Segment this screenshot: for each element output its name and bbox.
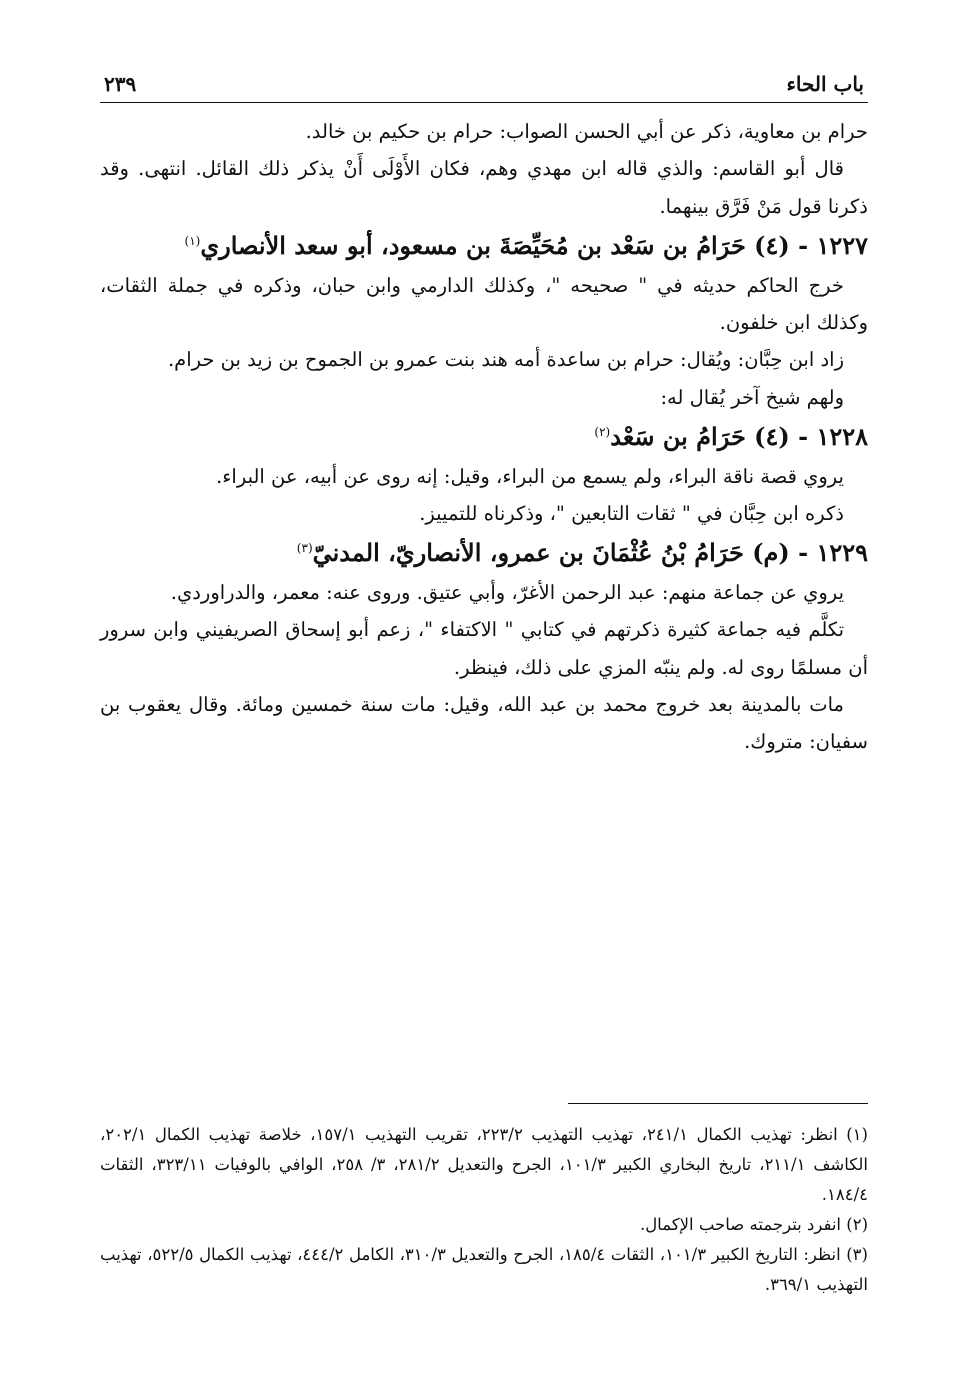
footnote-separator [568, 1103, 868, 1104]
paragraph: خرج الحاكم حديثه في " صحيحه "، وكذلك الدارمي وابن حبان، وذكره في جملة الثقات، وكذلك ابن خلفون. [100, 273, 868, 335]
footnotes [100, 1120, 868, 1300]
entry-name: حَرَامُ بن سَعْد [610, 422, 746, 452]
paragraph: تكلَّم فيه جماعة كثيرة ذكرتهم في كتابي " الاكتفاء "، زعم أبو إسحاق الصريفيني وابن سرور أن مسلمًا روى له. ولم ينبّه المزي على ذلك، فينظر. [100, 618, 868, 679]
entry-heading-1227 [100, 225, 868, 266]
paragraph: زاد ابن حِبَّان: ويُقال: حرام بن ساعدة أمه هند بنت عمرو بن الجموح بن زيد بن حرام. [167, 348, 844, 372]
entry-name: حَرَامُ بْنُ عُثْمَانَ بن عمرو، الأنصاريّ، المدنيّ [312, 538, 744, 568]
paragraph: يروي قصة ناقة البراء، ولم يسمع من البراء، وقيل: إنه روى عن أبيه، عن البراء. [216, 464, 844, 488]
entry-number: ١٢٢٨ - (٤) [754, 422, 868, 452]
paragraph: يروي عن جماعة منهم: عبد الرحمن الأغرّ، وأبي عتيق. وروى عنه: معمر، والدراوردي. [170, 580, 844, 604]
paragraph: ولهم شيخ آخر يُقال له: [660, 385, 844, 409]
paragraph: مات بالمدينة بعد خروج محمد بن عبد الله، وقيل: مات سنة خمسين ومائة. وقال يعقوب بن سفيان: متروك. [100, 693, 868, 754]
footnote-ref[interactable]: (١) [184, 234, 201, 249]
entry-heading-1229 [100, 532, 868, 573]
book-page [100, 60, 868, 1337]
paragraph: قال أبو القاسم: والذي قاله ابن مهدي وهم، فكان الأَوْلَى أَنْ يذكر ذلك القائل. انتهى. وقد ذكرنا قول مَنْ فَرَّق بينهما. [100, 157, 868, 218]
entry-number: ١٢٢٧ - (٤) [754, 231, 868, 261]
main-text [100, 113, 868, 761]
entry-number: ١٢٢٩ - (م) [752, 538, 868, 568]
footnote-ref[interactable]: (٣) [296, 541, 313, 556]
paragraph: حرام بن معاوية، ذكر عن أبي الحسن الصواب: حرام بن حكيم بن خالد. [305, 120, 868, 143]
footnote-ref[interactable]: (٢) [594, 425, 611, 440]
page-number: ٢٣٩ [104, 72, 137, 96]
entry-heading-1228 [100, 416, 868, 457]
footnote-3: (٣) انظر: التاريخ الكبير ١٠١/٣، الثقات ١٨٥/٤، الجرح والتعديل ٣١٠/٣، الكامل ٤٤٤/٢، تهذيب الكمال ٥٢٢/٥، تهذيب التهذيب ٣٦٩/١. [100, 1245, 868, 1295]
footnote-2: (٢) انفرد بترجمته صاحب الإكمال. [639, 1215, 868, 1235]
running-title: باب الحاء [786, 72, 864, 96]
footnote-1: (١) انظر: تهذيب الكمال ٢٤١/١، تهذيب التهذيب ٢٢٣/٢، تقريب التهذيب ١٥٧/١، خلاصة تهذيب الكمال ٢٠٢/١، الكاشف ٢١١/١، تاريخ البخاري الكبير ١٠١/٣، الجرح والتعديل ٢٨١/٢، ٣/ ٢٥٨، الوافي بالوفيات ٣٢٣/١١، الثقات ١٨٤/٤. [100, 1125, 868, 1205]
page-header [100, 60, 868, 103]
paragraph: ذكره ابن حِبَّان في " ثقات التابعين "، وذكرناه للتمييز. [419, 502, 844, 526]
entry-name: حَرَامُ بن سَعْد بن مُحَيِّصَةَ بن مسعود، أبو سعد الأنصاري [200, 231, 746, 261]
